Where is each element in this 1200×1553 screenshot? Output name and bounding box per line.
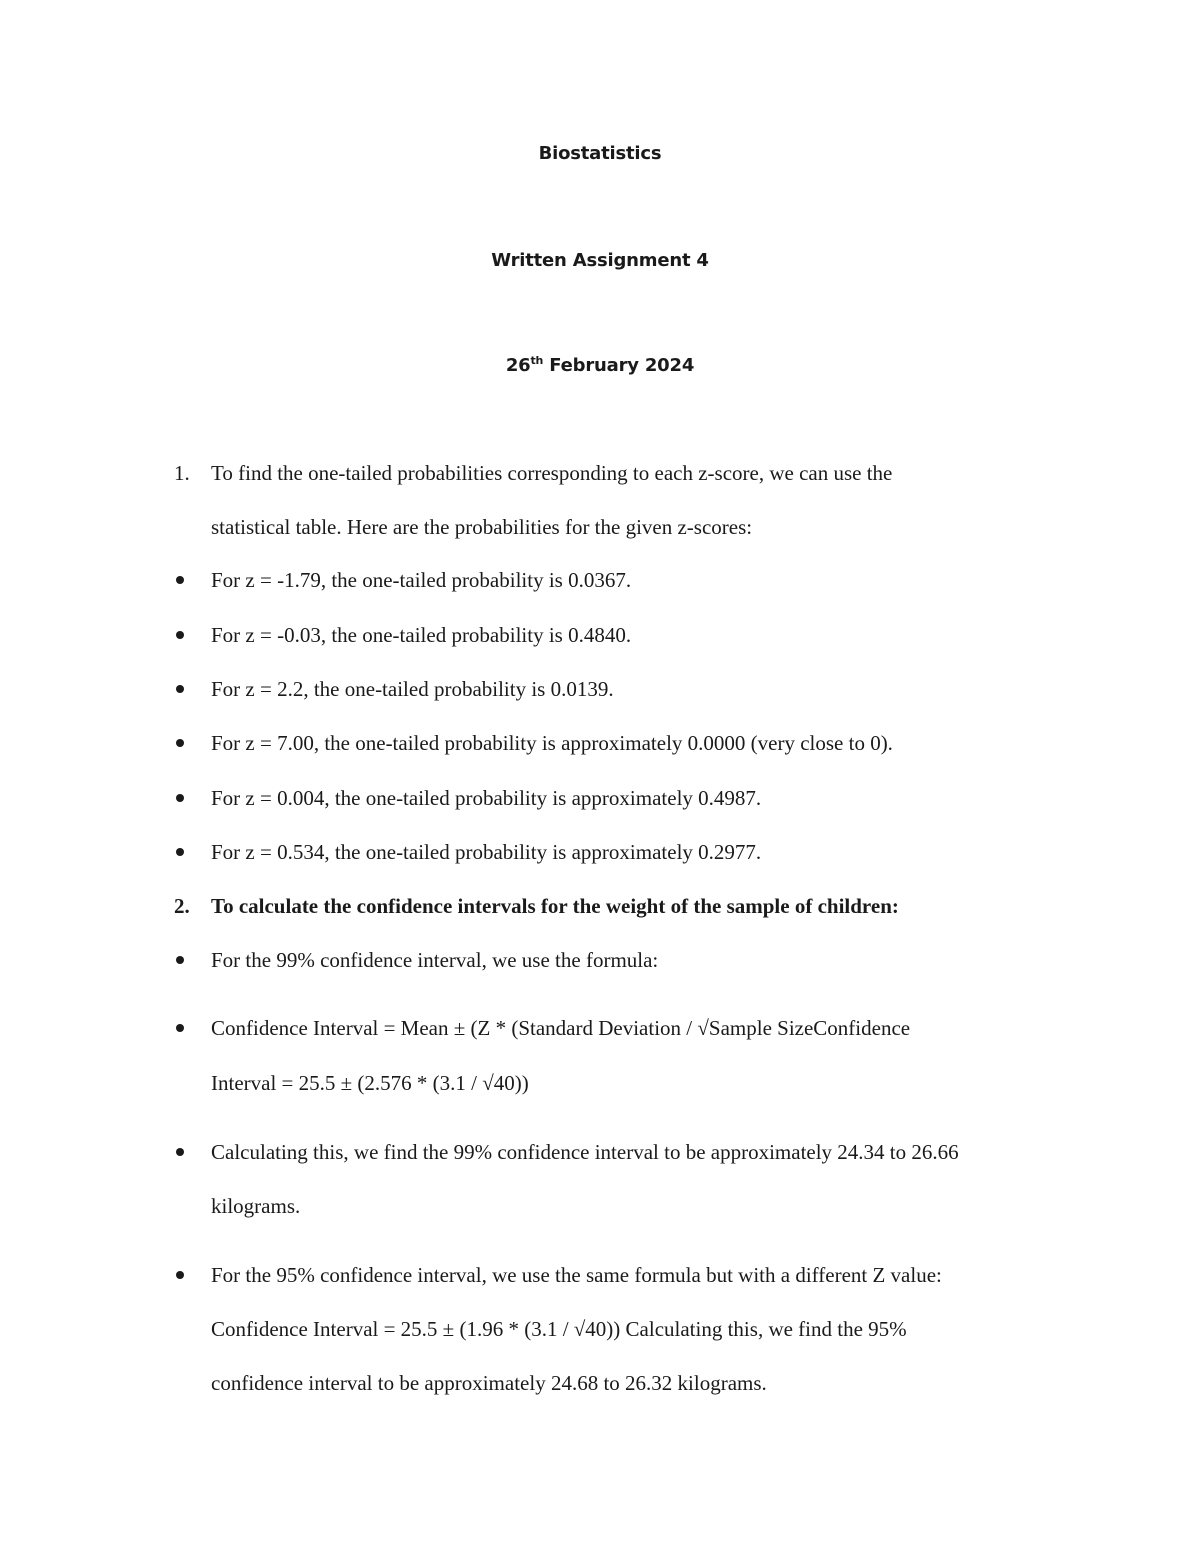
list-item: For z = -0.03, the one-tailed probability is 0.4840. xyxy=(211,623,632,647)
bullet-icon xyxy=(176,1271,184,1279)
list-item: For z = 2.2, the one-tailed probability is 0.0139. xyxy=(211,677,614,701)
date-suffix: th xyxy=(530,354,544,367)
question-1-intro-line-1: To find the one-tailed probabilities corresponding to each z-score, we can use the xyxy=(211,461,893,485)
result-95-line-3: confidence interval to be approximately 24.68 to 26.32 kilograms. xyxy=(211,1371,767,1395)
formula-line-2: Interval = 25.5 ± (2.576 * (3.1 / √40)) xyxy=(211,1071,529,1095)
result-99-line-2: kilograms. xyxy=(211,1194,301,1218)
result-99-line-1: Calculating this, we find the 99% confidence interval to be approximately 24.34 to 26.66 xyxy=(211,1140,959,1164)
list-item: For z = 0.004, the one-tailed probability is approximately 0.4987. xyxy=(211,786,762,810)
bullet-icon xyxy=(176,739,184,747)
assignment-title: Written Assignment 4 xyxy=(491,250,709,271)
formula-line-1: Confidence Interval = Mean ± (Z * (Standard Deviation / √Sample SizeConfidence xyxy=(211,1016,911,1040)
result-95-line-1: For the 95% confidence interval, we use the same formula but with a different Z value: xyxy=(211,1263,942,1287)
question-2-heading: To calculate the confidence intervals for the weight of the sample of children: xyxy=(211,894,899,918)
list-item: For z = 7.00, the one-tailed probability is approximately 0.0000 (very close to 0). xyxy=(211,731,893,755)
bullet-icon xyxy=(176,685,184,693)
bullet-icon xyxy=(176,794,184,802)
course-title: Biostatistics xyxy=(538,143,662,164)
bullet-icon xyxy=(176,631,184,639)
question-1-intro-line-2: statistical table. Here are the probabilities for the given z-scores: xyxy=(211,515,753,539)
date-day: 26 xyxy=(505,355,531,376)
list-item: For the 99% confidence interval, we use the formula: xyxy=(211,948,659,972)
question-1-number: 1. xyxy=(174,461,190,485)
date-rest: February 2024 xyxy=(543,355,695,376)
bullet-icon xyxy=(176,956,184,964)
list-item: For z = -1.79, the one-tailed probability is 0.0367. xyxy=(211,568,632,592)
bullet-icon xyxy=(176,1148,184,1156)
bullet-icon xyxy=(176,848,184,856)
assignment-date xyxy=(0,355,1200,376)
question-2-number: 2. xyxy=(174,894,190,918)
result-95-line-2: Confidence Interval = 25.5 ± (1.96 * (3.1 / √40)) Calculating this, we find the 95% xyxy=(211,1317,907,1341)
bullet-icon xyxy=(176,1024,184,1032)
bullet-icon xyxy=(176,576,184,584)
list-item: For z = 0.534, the one-tailed probability is approximately 0.2977. xyxy=(211,840,762,864)
